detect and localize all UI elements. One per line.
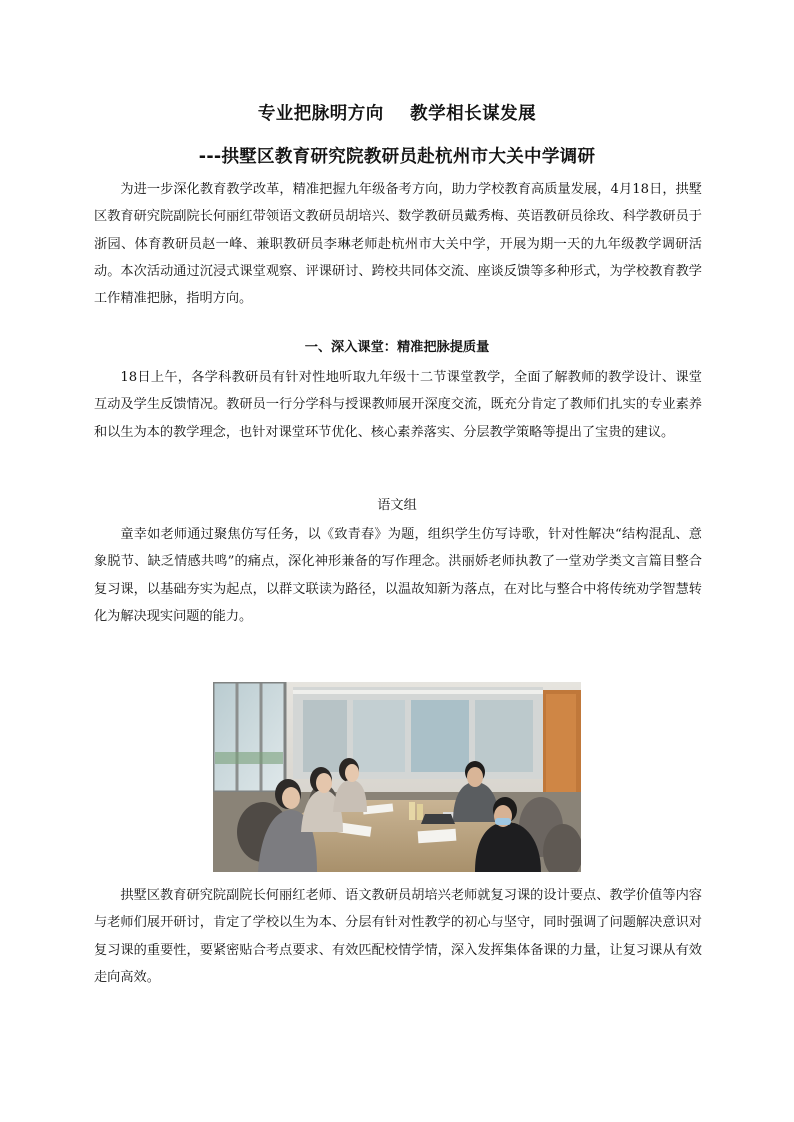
section-heading: 一、深入课堂：精准把脉提质量 — [304, 340, 490, 355]
caption-paragraph: 拱墅区教育研究院副院长何丽红老师、语文教研员胡培兴老师就复习课的设计要点、教学价值等内容与老师们展开研讨，肯定了学校以生为本、分层有针对性教学的初心与坚守，同时强调了问题解决意识对复习课的重要性，要紧密贴合考点要求、有效匹配校情学情，深入发挥集体备课的力量，让复习课从有效走向高效。 — [94, 888, 702, 985]
page-title: 专业把脉明方向 教学相长谋发展 — [257, 104, 537, 124]
group-paragraph: 童幸如老师通过聚焦仿写任务，以《致青春》为题，组织学生仿写诗歌，针对性解决“结构混乱、意象脱节、缺乏情感共鸣”的痛点，深化神形兼备的写作理念。洪丽娇老师执教了一堂劝学类文言篇目整合复习课，以基础夯实为起点，以群文联读为路径，以温故知新为落点，在对比与整合中将传统劝学智慧转化为解决现实问题的能力。 — [94, 527, 702, 624]
meeting-photo — [213, 682, 581, 872]
section-paragraph: 18日上午，各学科教研员有针对性地听取九年级十二节课堂教学，全面了解教师的教学设计、课堂互动及学生反馈情况。教研员一行分学科与授课教师展开深度交流，既充分肯定了教师们扎实的专业素养和以生为本的教学理念，也针对课堂环节优化、核心素养落实、分层教学策略等提出了宝贵的建议。 — [94, 370, 702, 440]
group-heading: 语文组 — [377, 498, 417, 513]
page-subtitle: ---拱墅区教育研究院教研员赴杭州市大关中学调研 — [198, 147, 596, 167]
intro-paragraph: 为进一步深化教育教学改革，精准把握九年级备考方向，助力学校教育高质量发展，4月18日，拱墅区教育研究院副院长何丽红带领语文教研员胡培兴、数学教研员戴秀梅、英语教研员徐玫、科学教研员于浙园、体育教研员赵一峰、兼职教研员李琳老师赴杭州市大关中学，开展为期一天的九年级教学调研活动。本次活动通过沉浸式课堂观察、评课研讨、跨校共同体交流、座谈反馈等多种形式，为学校教育教学工作精准把脉，指明方向。 — [94, 182, 702, 307]
